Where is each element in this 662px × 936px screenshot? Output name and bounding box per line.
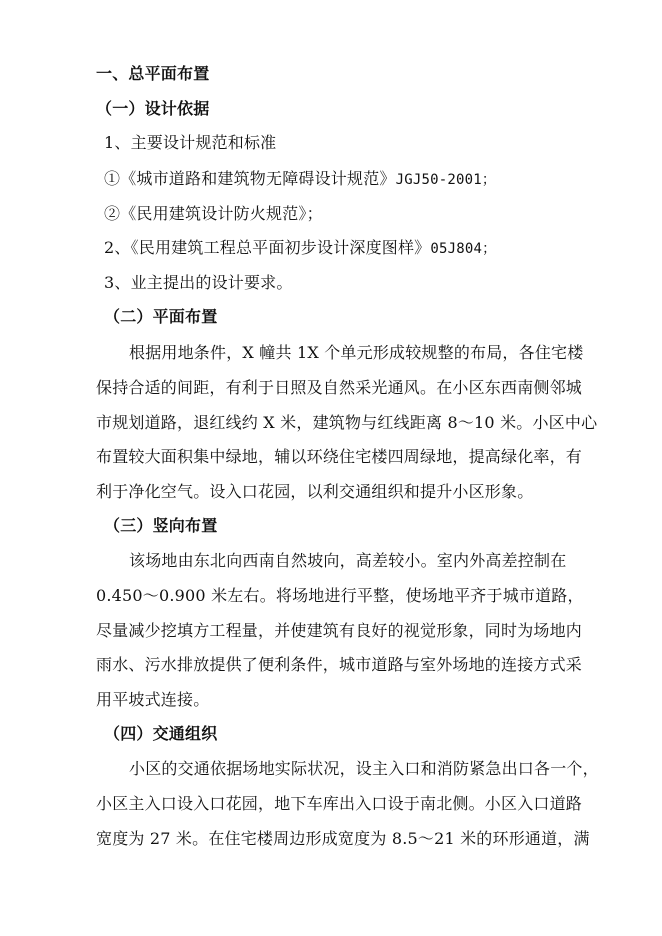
paragraph-line: 根据用地条件，X 幢共 1X 个单元形成较规整的布局，各住宅楼	[129, 343, 584, 362]
section-title: 一、总平面布置	[96, 64, 210, 83]
reference-2: ②《民用建筑设计防火规范》；	[104, 204, 323, 223]
paragraph-line: 雨水、污水排放提供了便利条件，城市道路与室外场地的连接方式采	[96, 655, 583, 674]
paragraph-line: 用平坡式连接。	[96, 690, 210, 709]
item-3: 3、业主提出的设计要求。	[104, 273, 293, 292]
subsection-title-traffic: （四）交通组织	[104, 724, 218, 743]
subsection-title-basis: （一）设计依据	[96, 99, 210, 118]
paragraph-line: 宽度为 27 米。在住宅楼周边形成宽度为 8.5～21 米的环形通道，满	[96, 829, 590, 848]
item-heading-standards: 1、主要设计规范和标准	[104, 133, 277, 152]
paragraph-line: 尽量减少挖填方工程量，并使建筑有良好的视觉形象，同时为场地内	[96, 621, 583, 640]
paragraph-line: 0.450～0.900 米左右。将场地进行平整，使场地平齐于城市道路，	[96, 586, 584, 605]
item-2-code: 05J804；	[430, 241, 497, 257]
paragraph-line: 小区的交通依据场地实际状况，设主入口和消防紧急出口各一个，	[129, 759, 599, 778]
paragraph-line: 利于净化空气。设入口花园，以利交通组织和提升小区形象。	[96, 482, 534, 501]
reference-1-title: ①《城市道路和建筑物无障碍设计规范》	[104, 169, 396, 188]
reference-1	[104, 169, 496, 190]
item-2-title: 2、《民用建筑工程总平面初步设计深度图样》	[104, 238, 431, 257]
reference-1-code: JGJ50-2001；	[395, 172, 497, 188]
paragraph-line: 市规划道路，退红线约 X 米，建筑物与红线距离 8～10 米。小区中心	[96, 413, 598, 432]
subsection-title-layout: （二）平面布置	[104, 307, 218, 326]
paragraph-line: 保持合适的间距，有利于日照及自然采光通风。在小区东西南侧邻城	[96, 378, 583, 397]
item-2	[104, 238, 496, 259]
paragraph-line: 该场地由东北向西南自然坡向，高差较小。室内外高差控制在	[129, 551, 567, 570]
paragraph-line: 布置较大面积集中绿地，辅以环绕住宅楼四周绿地，提高绿化率，有	[96, 447, 583, 466]
paragraph-line: 小区主入口设入口花园，地下车库出入口设于南北侧。小区入口道路	[96, 794, 583, 813]
subsection-title-vertical: （三）竖向布置	[104, 516, 218, 535]
